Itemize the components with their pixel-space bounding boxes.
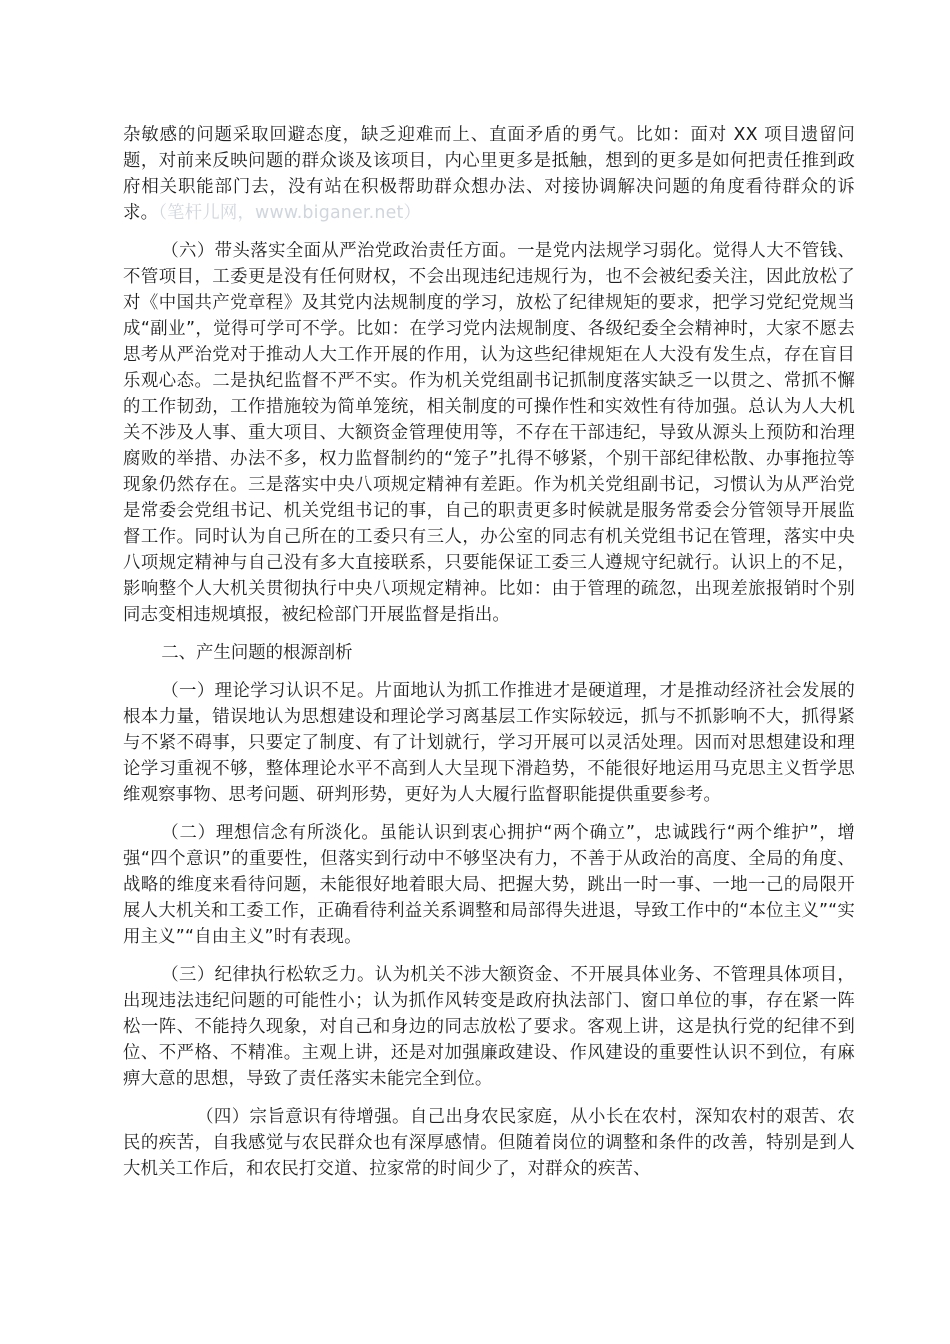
watermark-text: （笔杆儿网，www.biganer.net）	[158, 203, 422, 223]
paragraph-four: （四）宗旨意识有待增强。自己出身农民家庭，从小长在农村，深知农村的艰苦、农民的疾苦，自我感觉与农民群众也有深厚感情。但随着岗位的调整和条件的改善，特别是到人大机关工作后，和农民打交道、拉家常的时间少了，对群众的疾苦、	[123, 1107, 855, 1179]
paragraph-three: （三）纪律执行松软乏力。认为机关不涉大额资金、不开展具体业务、不管理具体项目，出现违法违纪问题的可能性小；认为抓作风转变是政府执法部门、窗口单位的事，存在紧一阵松一阵、不能持久现象，对自己和身边的同志放松了要求。客观上讲，这是执行党的纪律不到位、不严格、不精准。主观上讲，还是对加强廉政建设、作风建设的重要性认识不到位，有麻痹大意的思想，导致了责任落实未能完全到位。	[123, 965, 855, 1089]
paragraph-two: （二）理想信念有所淡化。虽能认识到衷心拥护“两个确立”，忠诚践行“两个维护”，增强“四个意识”的重要性，但落实到行动中不够坚决有力，不善于从政治的高度、全局的角度、战略的维度来看待问题，未能很好地着眼大局、把握大势，跳出一时一事、一地一己的局限开展人大机关和工委工作，正确看待利益关系调整和局部得失进退，导致工作中的“本位主义”“实用主义”“自由主义”时有表现。	[123, 823, 855, 947]
paragraph-six: （六）带头落实全面从严治党政治责任方面。一是党内法规学习弱化。觉得人大不管钱、不管项目，工委更是没有任何财权，不会出现违纪违规行为，也不会被纪委关注，因此放松了对《中国共产党章程》及其党内法规制度的学习，放松了纪律规矩的要求，把学习党纪党规当成“副业”，觉得可学可不学。比如：在学习党内法规制度、各级纪委全会精神时，大家不愿去思考从严治党对于推动人大工作开展的作用，认为这些纪律规矩在人大没有发生点，存在盲目乐观心态。二是执纪监督不严不实。作为机关党组副书记抓制度落实缺乏一以贯之、常抓不懈的工作韧劲，工作措施较为简单笼统，相关制度的可操作性和实效性有待加强。总认为人大机关不涉及人事、重大项目、大额资金管理使用等，不存在干部违纪，导致从源头上预防和治理腐败的举措、办法不多，权力监督制约的“笼子”扎得不够紧，个别干部纪律松散、办事拖拉等现象仍然存在。三是落实中央八项规定精神有差距。作为机关党组副书记，习惯认为从严治党是常委会党组书记、机关党组书记的事，自己的职责更多时候就是服务常委会分管领导开展监督工作。同时认为自己所在的工委只有三人，办公室的同志有机关党组书记在管理，落实中央八项规定精神与自己没有多大直接联系，只要能保证工委三人遵规守纪就行。认识上的不足，影响整个人大机关贯彻执行中央八项规定精神。比如：由于管理的疏忽，出现差旅报销时个别同志变相违规填报，被纪检部门开展监督是指出。	[123, 241, 855, 625]
paragraph-one: （一）理论学习认识不足。片面地认为抓工作推进才是硬道理，才是推动经济社会发展的根本力量，错误地认为思想建设和理论学习离基层工作实际较远，抓与不抓影响不大，抓得紧与不紧不碍事，只要定了制度、有了计划就行，学习开展可以灵活处理。因而对思想建设和理论学习重视不够，整体理论水平不高到人大呈现下滑趋势，不能很好地运用马克思主义哲学思维观察事物、思考问题、研判形势，更好为人大履行监督职能提供重要参考。	[123, 681, 855, 805]
paragraph-continued	[123, 122, 855, 226]
paragraph-text: 杂敏感的问题采取回避态度，缺乏迎难而上、直面矛盾的勇气。比如：面对 XX 项目遗留问题，对前来反映问题的群众谈及该项目，内心里更多是抵触，想到的更多是如何把责任推到政府相关职能部门去，没有站在积极帮助群众想办法、对接协调解决问题的角度看待群众的诉求。	[123, 125, 855, 223]
section-heading: 二、产生问题的根源剖析	[161, 643, 353, 663]
